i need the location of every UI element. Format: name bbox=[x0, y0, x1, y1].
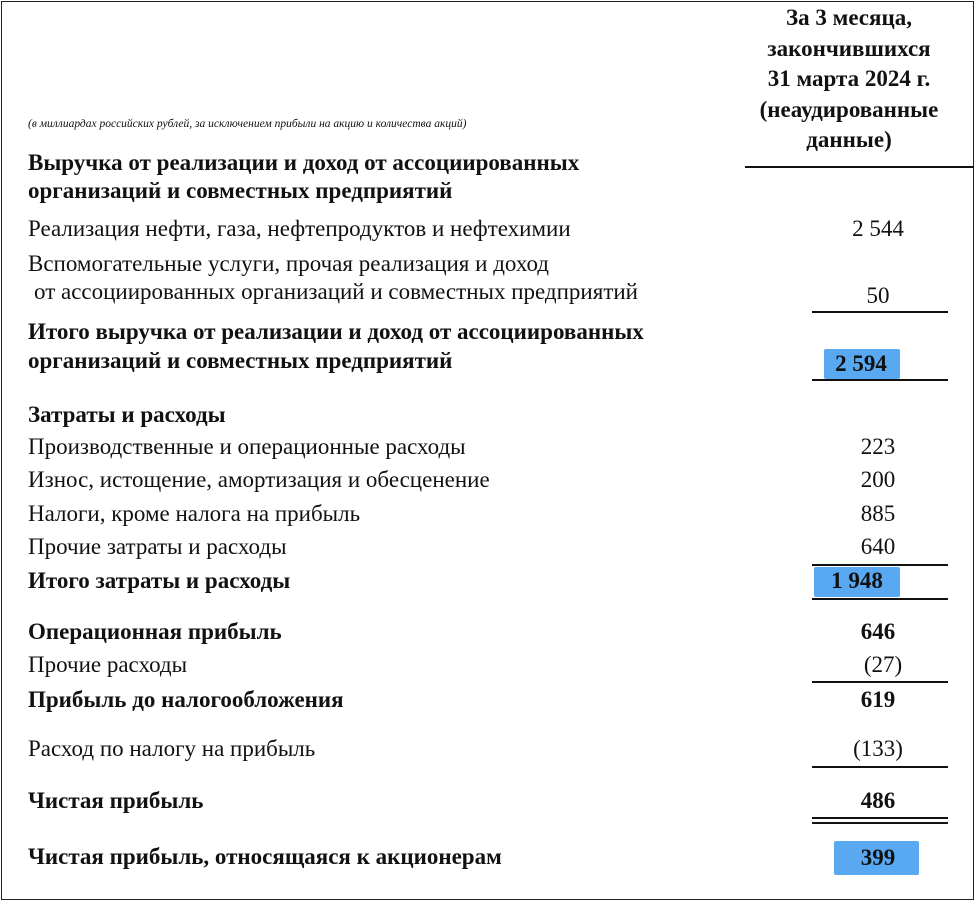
total-costs-rule bbox=[812, 598, 948, 600]
taxes-label: Налоги, кроме налога на прибыль bbox=[28, 501, 361, 526]
production-costs-label: Производственные и операционные расходы bbox=[28, 434, 466, 459]
other-expenses-rule bbox=[812, 681, 948, 683]
operating-profit-label: Операционная прибыль bbox=[28, 619, 282, 644]
total-costs-label: Итого затраты и расходы bbox=[28, 568, 291, 593]
subtotal-rule bbox=[812, 311, 948, 313]
revenue-heading-line1: Выручка от реализации и доход от ассоциированных bbox=[28, 150, 580, 175]
total-revenue-line2: организаций и совместных предприятий bbox=[28, 348, 453, 373]
other-sales-label-line1: Вспомогательные услуги, прочая реализация и доход bbox=[28, 251, 549, 276]
net-profit-shareholders-value: 399 bbox=[860, 845, 896, 870]
income-tax-rule bbox=[812, 766, 948, 768]
operating-profit-value: 646 bbox=[860, 619, 896, 644]
net-profit-double-rule-bottom bbox=[812, 822, 948, 824]
total-revenue-value: 2 594 bbox=[835, 351, 887, 376]
sales-label: Реализация нефти, газа, нефтепродуктов и нефтехимии bbox=[28, 216, 571, 241]
total-costs-value: 1 948 bbox=[831, 568, 883, 593]
period-header-line: данные) bbox=[806, 127, 892, 152]
other-sales-value: 50 bbox=[866, 283, 890, 308]
net-profit-double-rule-top bbox=[812, 817, 948, 819]
total-revenue-rule bbox=[812, 379, 948, 381]
total-revenue-line1: Итого выручка от реализации и доход от ассоциированных bbox=[28, 319, 644, 344]
dda-value: 200 bbox=[860, 467, 896, 492]
period-header-line: 31 марта 2024 г. bbox=[767, 66, 931, 91]
other-expenses-label: Прочие расходы bbox=[28, 652, 188, 677]
header-underline bbox=[745, 166, 974, 168]
costs-heading: Затраты и расходы bbox=[28, 402, 226, 427]
net-profit-value: 486 bbox=[860, 788, 896, 813]
pretax-profit-label: Прибыль до налогообложения bbox=[28, 687, 344, 712]
other-costs-label: Прочие затраты и расходы bbox=[28, 534, 287, 559]
other-sales-label-line2: от ассоциированных организаций и совместных предприятий bbox=[34, 279, 638, 304]
net-profit-shareholders-label: Чистая прибыль, относящаяся к акционерам bbox=[28, 844, 502, 869]
income-tax-value: (133) bbox=[853, 736, 903, 761]
period-header-line: закончившихся bbox=[767, 35, 931, 61]
period-header bbox=[724, 3, 974, 156]
taxes-value: 885 bbox=[860, 501, 896, 526]
production-costs-value: 223 bbox=[860, 434, 896, 459]
pretax-profit-value: 619 bbox=[860, 687, 896, 712]
net-profit-label: Чистая прибыль bbox=[28, 788, 204, 813]
period-header-line: (неаудированные bbox=[759, 96, 939, 122]
other-expenses-value: (27) bbox=[863, 652, 903, 677]
period-header-line: За 3 месяца, bbox=[786, 5, 912, 30]
sales-value: 2 544 bbox=[852, 216, 904, 241]
income-tax-label: Расход по налогу на прибыль bbox=[28, 736, 316, 761]
revenue-heading-line2: организаций и совместных предприятий bbox=[28, 178, 453, 203]
other-costs-value: 640 bbox=[860, 534, 896, 559]
units-note: (в миллиардах российских рублей, за исключением прибыли на акцию и количества акций) bbox=[28, 118, 467, 130]
dda-label: Износ, истощение, амортизация и обесценение bbox=[28, 467, 490, 492]
